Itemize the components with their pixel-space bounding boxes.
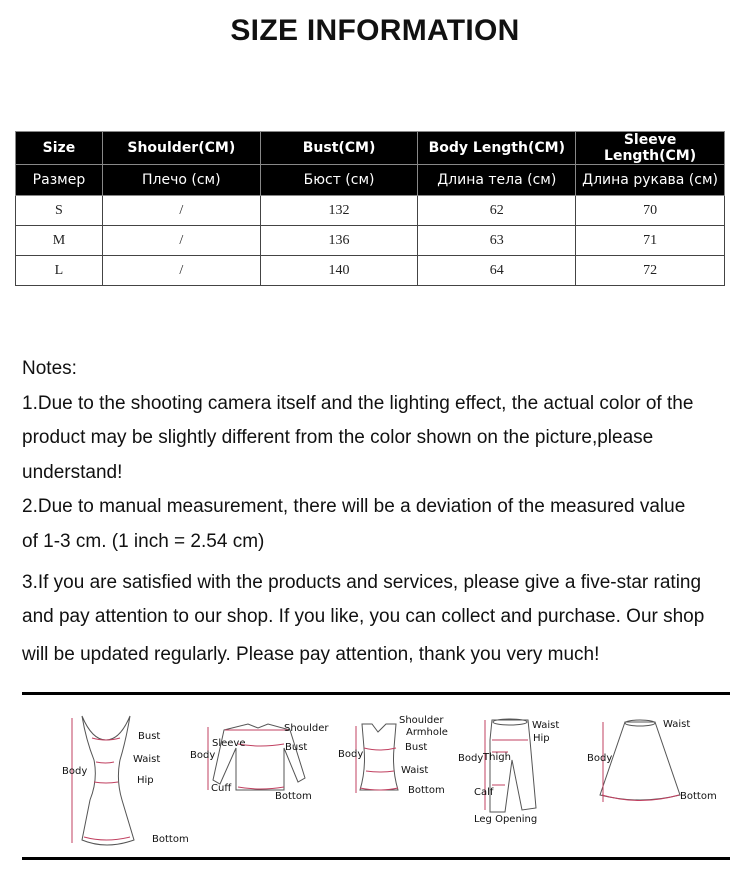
- skirt-waist-label: Waist: [663, 719, 691, 730]
- vest-shoulder-label: Shoulder: [399, 715, 444, 726]
- top-bust-label: Bust: [285, 742, 308, 753]
- top-bottom-label: Bottom: [275, 791, 312, 802]
- dress-bottom-label: Bottom: [152, 834, 189, 845]
- note-line: will be updated regularly. Please pay attention, thank you very much!: [22, 643, 600, 665]
- dress-hip-label: Hip: [137, 775, 154, 786]
- note-line: 3.If you are satisfied with the products and services, please give a five-star rating: [22, 571, 702, 593]
- header-cell: Плечо (см): [102, 165, 260, 196]
- header-cell: Длина рукава (см): [576, 165, 725, 196]
- header-cell: Длина тела (см): [418, 165, 576, 196]
- header-cell: Body Length(CM): [418, 132, 576, 165]
- pants-thigh-label: Thigh: [483, 752, 511, 763]
- vest-waist-label: Waist: [401, 765, 429, 776]
- pants-waist-label: Waist: [532, 720, 560, 731]
- cell-sleeve-length: 70: [576, 196, 725, 226]
- cell-bust: 136: [260, 226, 418, 256]
- cell-body-length: 63: [418, 226, 576, 256]
- top-body-label: Body: [190, 750, 216, 761]
- cell-size: L: [16, 256, 103, 286]
- header-cell: Size: [16, 132, 103, 165]
- top-sleeve-label: Sleeve: [212, 738, 246, 749]
- top-shoulder-label: Shoulder: [284, 723, 329, 734]
- vest-bust-label: Bust: [405, 742, 428, 753]
- notes-heading: Notes:: [22, 358, 77, 379]
- cell-shoulder: /: [102, 256, 260, 286]
- cell-body-length: 64: [418, 256, 576, 286]
- pants-leg-opening-label: Leg Opening: [474, 814, 538, 825]
- header-cell: Бюст (см): [260, 165, 418, 196]
- dress-bust-label: Bust: [138, 731, 161, 742]
- header-cell: Sleeve Length(CM): [576, 132, 725, 165]
- cell-bust: 140: [260, 256, 418, 286]
- dress-diagram-icon: [72, 716, 134, 845]
- cell-body-length: 62: [418, 196, 576, 226]
- pants-diagram-icon: [485, 719, 536, 812]
- page-title: SIZE INFORMATION: [230, 14, 520, 47]
- pants-calf-label: Calf: [474, 787, 494, 798]
- header-cell: Shoulder(CM): [102, 132, 260, 165]
- vest-body-label: Body: [338, 749, 364, 760]
- note-line: of 1-3 cm. (1 inch = 2.54 cm): [22, 530, 265, 552]
- note-line: product may be slightly different from the color shown on the picture,please: [22, 427, 654, 449]
- note-line: and pay attention to our shop. If you like, you can collect and purchase. Our shop: [22, 606, 705, 628]
- cell-size: S: [16, 196, 103, 226]
- cell-bust: 132: [260, 196, 418, 226]
- dress-waist-label: Waist: [133, 754, 161, 765]
- vest-bottom-label: Bottom: [408, 785, 445, 796]
- note-line: 1.Due to the shooting camera itself and the lighting effect, the actual color of the: [22, 392, 694, 414]
- header-cell: Bust(CM): [260, 132, 418, 165]
- note-line: understand!: [22, 461, 123, 483]
- vest-armhole-label: Armhole: [406, 727, 448, 738]
- cell-size: M: [16, 226, 103, 256]
- cell-sleeve-length: 71: [576, 226, 725, 256]
- cell-sleeve-length: 72: [576, 256, 725, 286]
- top-cuff-label: Cuff: [211, 783, 232, 794]
- dress-body-label: Body: [62, 766, 88, 777]
- note-line: 2.Due to manual measurement, there will be a deviation of the measured value: [22, 496, 686, 518]
- header-cell: Размер: [16, 165, 103, 196]
- cell-shoulder: /: [102, 226, 260, 256]
- pants-body-label: Body: [458, 753, 484, 764]
- pants-hip-label: Hip: [533, 733, 550, 744]
- cell-shoulder: /: [102, 196, 260, 226]
- skirt-bottom-label: Bottom: [680, 791, 717, 802]
- skirt-body-label: Body: [587, 753, 613, 764]
